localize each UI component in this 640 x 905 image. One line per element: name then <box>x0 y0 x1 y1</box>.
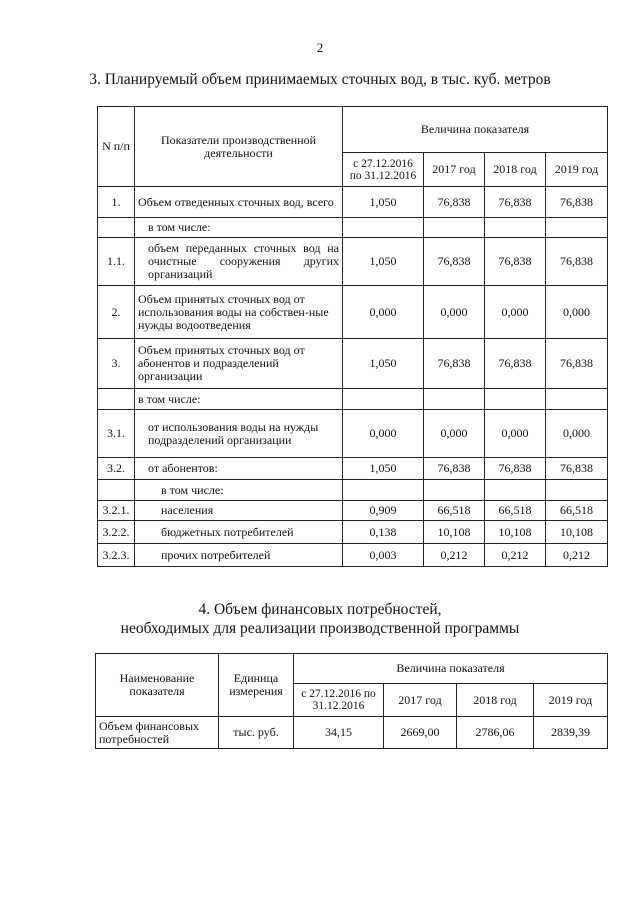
row-value: 34,15 <box>294 717 384 749</box>
header-period: 2019 год <box>546 153 608 187</box>
row-value <box>546 480 608 501</box>
table-row <box>98 544 608 567</box>
row-value: 2669,00 <box>384 717 457 749</box>
row-label: населения <box>135 501 343 521</box>
table-row <box>98 218 608 238</box>
row-num: 3.2. <box>98 458 135 480</box>
row-num: 3. <box>98 339 135 389</box>
row-value: 2839,39 <box>534 717 608 749</box>
wastewater-volume-table <box>97 106 608 567</box>
row-label: в том числе: <box>135 389 343 410</box>
row-value: 76,838 <box>485 187 546 218</box>
row-value: 0,000 <box>485 286 546 339</box>
row-value: 0,003 <box>343 544 424 567</box>
row-value: 1,050 <box>343 339 424 389</box>
row-value: 0,138 <box>343 521 424 544</box>
table-row <box>98 480 608 501</box>
row-label: в том числе: <box>135 480 343 501</box>
row-value <box>546 218 608 238</box>
row-num: 3.2.2. <box>98 521 135 544</box>
page-number: 2 <box>316 40 324 55</box>
header-period: 2018 год <box>457 684 534 717</box>
table-row <box>98 286 608 339</box>
row-label: в том числе: <box>135 218 343 238</box>
row-num <box>98 218 135 238</box>
row-value: 76,838 <box>485 238 546 286</box>
row-label: от использования воды на нужды подразделений организации <box>135 410 343 458</box>
section-4-title-line1: 4. Объем финансовых потребностей, <box>198 601 442 618</box>
row-value: 1,050 <box>343 187 424 218</box>
row-label: объем переданных сточных вод на очистные сооружения других организаций <box>135 238 343 286</box>
row-value: 10,108 <box>546 521 608 544</box>
financial-needs-table <box>95 653 608 749</box>
row-unit: тыс. руб. <box>219 717 294 749</box>
section-4-title-line2: необходимых для реализации производственной программы <box>120 620 520 637</box>
section-4-title <box>0 600 640 638</box>
table-row <box>98 389 608 410</box>
row-value: 0,212 <box>485 544 546 567</box>
row-num: 3.2.3. <box>98 544 135 567</box>
row-value <box>343 389 424 410</box>
header-period: 2017 год <box>424 153 485 187</box>
table-row <box>98 501 608 521</box>
row-value <box>343 218 424 238</box>
row-value: 0,000 <box>546 286 608 339</box>
row-num: 2. <box>98 286 135 339</box>
table-row <box>98 238 608 286</box>
header-period: 2017 год <box>384 684 457 717</box>
table-row <box>98 458 608 480</box>
row-value: 76,838 <box>546 187 608 218</box>
row-name: Объем финансовых потребностей <box>96 717 219 749</box>
table-row <box>96 717 608 749</box>
row-value: 76,838 <box>424 238 485 286</box>
row-label: Объем принятых сточных вод от абонентов и подразделений организации <box>135 339 343 389</box>
row-value: 66,518 <box>485 501 546 521</box>
row-value: 76,838 <box>546 238 608 286</box>
table-row <box>98 410 608 458</box>
row-value <box>485 389 546 410</box>
header-name: Наименование показателя <box>96 654 219 717</box>
row-value: 2786,06 <box>457 717 534 749</box>
row-value: 66,518 <box>546 501 608 521</box>
row-value: 76,838 <box>424 187 485 218</box>
row-value: 0,000 <box>485 410 546 458</box>
row-label: Объем принятых сточных вод от использования воды на собствен-ные нужды водоотведения <box>135 286 343 339</box>
row-value: 0,909 <box>343 501 424 521</box>
row-num <box>98 480 135 501</box>
header-num: N п/п <box>98 107 135 187</box>
row-num: 1. <box>98 187 135 218</box>
row-num: 1.1. <box>98 238 135 286</box>
header-period: с 27.12.2016 по 31.12.2016 <box>294 684 384 717</box>
header-period: 2018 год <box>485 153 546 187</box>
header-unit: Единица измерения <box>219 654 294 717</box>
row-value <box>485 218 546 238</box>
header-period: 2019 год <box>534 684 608 717</box>
row-value <box>343 480 424 501</box>
row-value: 10,108 <box>424 521 485 544</box>
row-value: 0,000 <box>343 286 424 339</box>
row-label: бюджетных потребителей <box>135 521 343 544</box>
row-value <box>485 480 546 501</box>
row-value: 76,838 <box>546 339 608 389</box>
row-value: 10,108 <box>485 521 546 544</box>
row-num <box>98 389 135 410</box>
row-label: от абонентов: <box>135 458 343 480</box>
table-row <box>98 339 608 389</box>
row-value: 76,838 <box>424 458 485 480</box>
row-value: 76,838 <box>546 458 608 480</box>
table-row <box>98 187 608 218</box>
row-value: 0,212 <box>546 544 608 567</box>
row-value <box>424 218 485 238</box>
header-indicator: Показатели производственной деятельности <box>135 107 343 187</box>
row-value: 76,838 <box>485 339 546 389</box>
row-value <box>546 389 608 410</box>
header-value-group: Величина показателя <box>294 654 608 684</box>
row-value <box>424 389 485 410</box>
row-label: прочих потребителей <box>135 544 343 567</box>
row-value: 76,838 <box>485 458 546 480</box>
row-value: 1,050 <box>343 458 424 480</box>
row-value: 76,838 <box>424 339 485 389</box>
row-value <box>424 480 485 501</box>
row-value: 0,000 <box>343 410 424 458</box>
row-num: 3.2.1. <box>98 501 135 521</box>
row-value: 66,518 <box>424 501 485 521</box>
table-row <box>98 521 608 544</box>
row-label: Объем отведенных сточных вод, всего <box>135 187 343 218</box>
section-3-title: 3. Планируемый объем принимаемых сточных вод, в тыс. куб. метров <box>89 71 551 88</box>
header-value-group: Величина показателя <box>343 107 608 153</box>
row-value: 0,000 <box>424 286 485 339</box>
row-num: 3.1. <box>98 410 135 458</box>
row-value: 0,000 <box>546 410 608 458</box>
row-value: 1,050 <box>343 238 424 286</box>
row-value: 0,212 <box>424 544 485 567</box>
row-value: 0,000 <box>424 410 485 458</box>
header-period: с 27.12.2016 по 31.12.2016 <box>343 153 424 187</box>
